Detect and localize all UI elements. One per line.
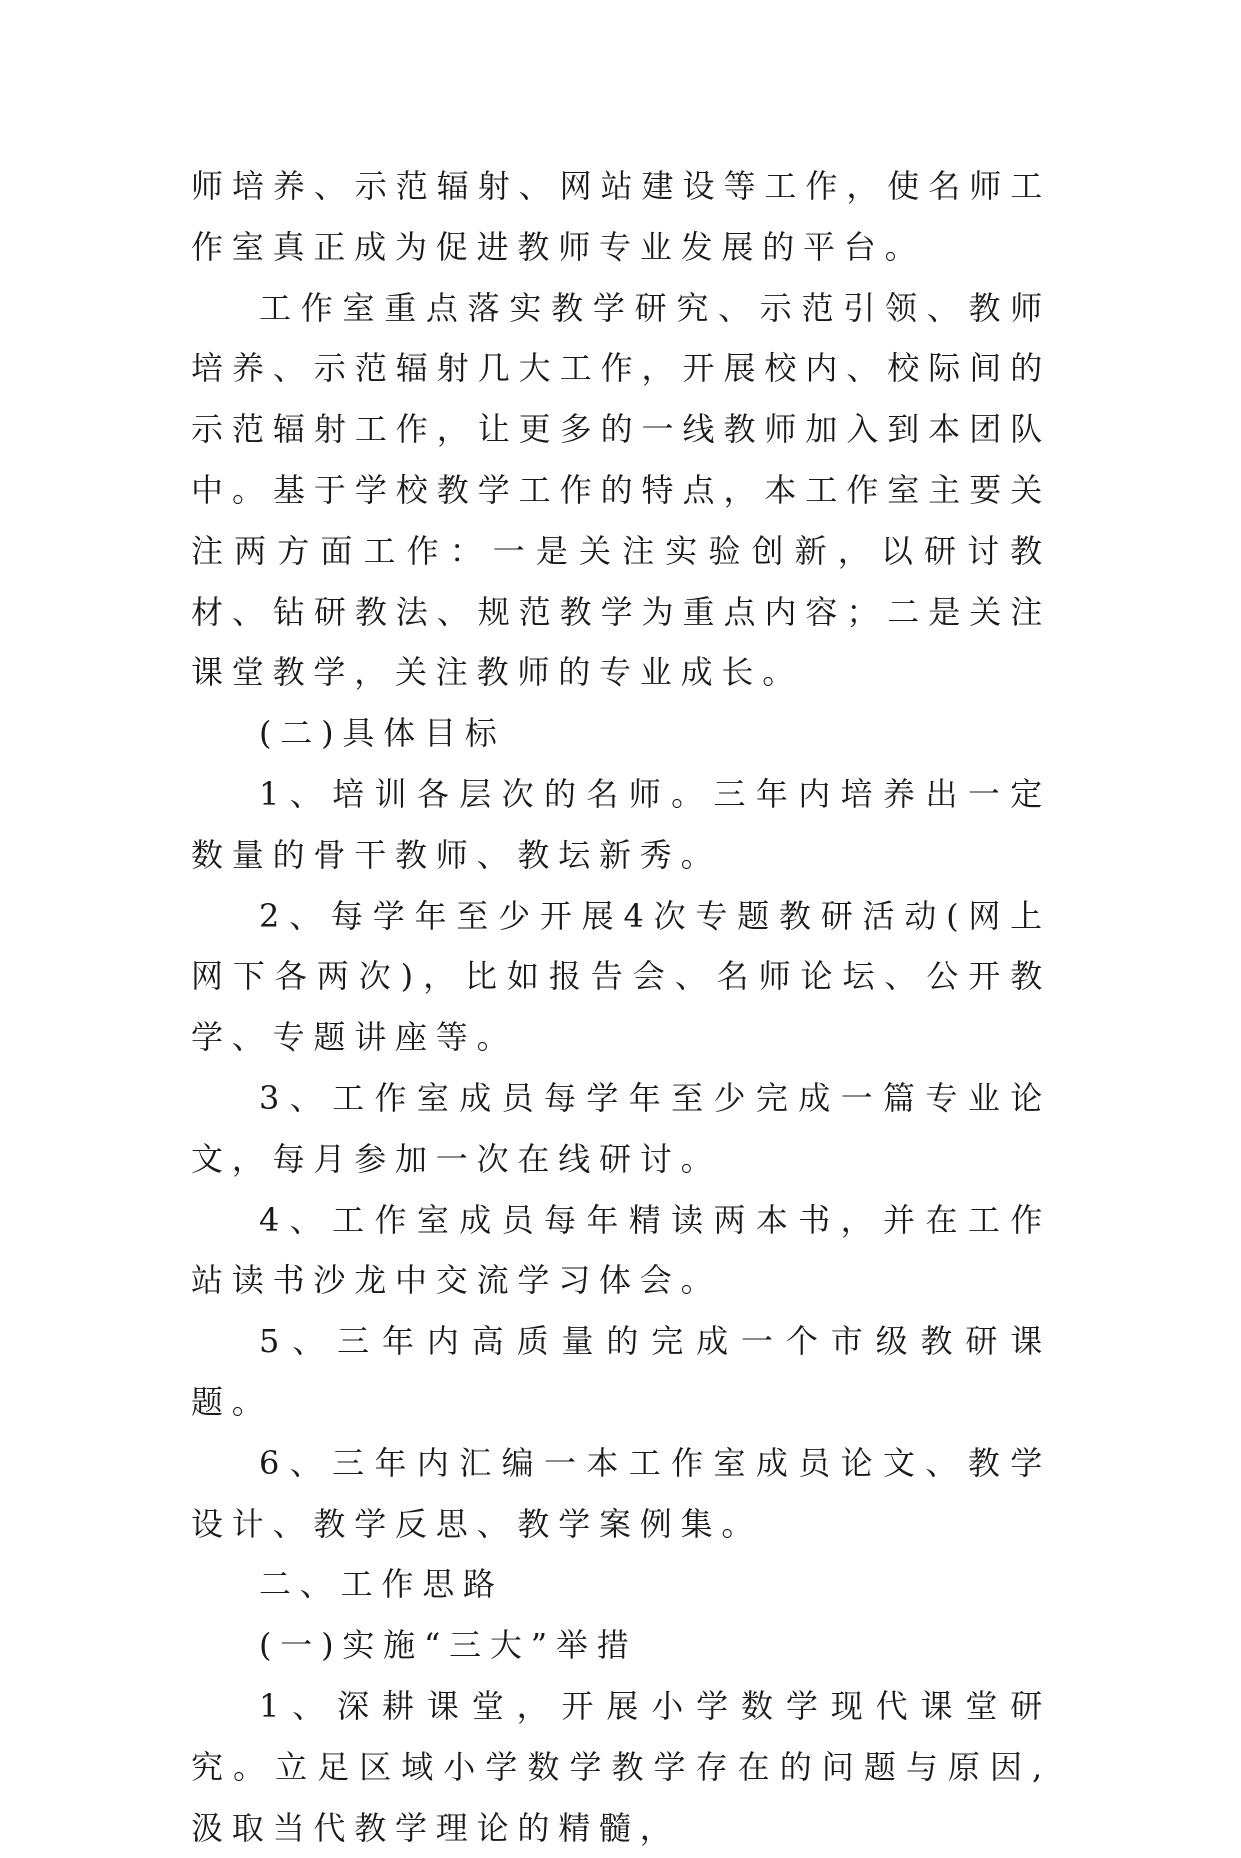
goal-item-3: 3、工作室成员每学年至少完成一篇专业论文，每月参加一次在线研讨。: [191, 1078, 1051, 1178]
document-page: [191, 156, 1051, 1858]
goal-item-4: 4、工作室成员每年精读两本书，并在工作站读书沙龙中交流学习体会。: [191, 1200, 1051, 1300]
subsection-heading-three-measures: (一)实施“三大”举措: [259, 1626, 638, 1665]
measure-item-1: 1、深耕课堂，开展小学数学现代课堂研究。立足区域小学数学教学存在的问题与原因,汲取当代教学理论的精髓，: [191, 1686, 1051, 1847]
goal-item-5: 5、三年内高质量的完成一个市级教研课题。: [191, 1322, 1051, 1421]
goal-item-6: 6、三年内汇编一本工作室成员论文、教学设计、教学反思、教学案例集。: [191, 1443, 1051, 1543]
section-heading-work-approach: 二、工作思路: [259, 1565, 504, 1604]
section-heading-specific-goals: (二)具体目标: [259, 714, 506, 753]
paragraph-continuation: 师培养、示范辐射、网站建设等工作，使名师工作室真正成为促进教师专业发展的平台。: [191, 167, 1051, 266]
goal-item-2: 2、每学年至少开展4次专题教研活动(网上网下各两次)，比如报告会、名师论坛、公开教学、专题讲座等。: [191, 896, 1051, 1057]
paragraph-studio-focus: 工作室重点落实教学研究、示范引领、教师培养、示范辐射几大工作，开展校内、校际间的示范辐射工作，让更多的一线教师加入到本团队中。基于学校教学工作的特点，本工作室主要关注两方面工作：一是关注实验创新，以研讨教材、钻研教法、规范教学为重点内容；二是关注课堂教学，关注教师的专业成长。: [191, 288, 1051, 692]
goal-item-1: 1、培训各层次的名师。三年内培养出一定数量的骨干教师、教坛新秀。: [191, 774, 1051, 874]
